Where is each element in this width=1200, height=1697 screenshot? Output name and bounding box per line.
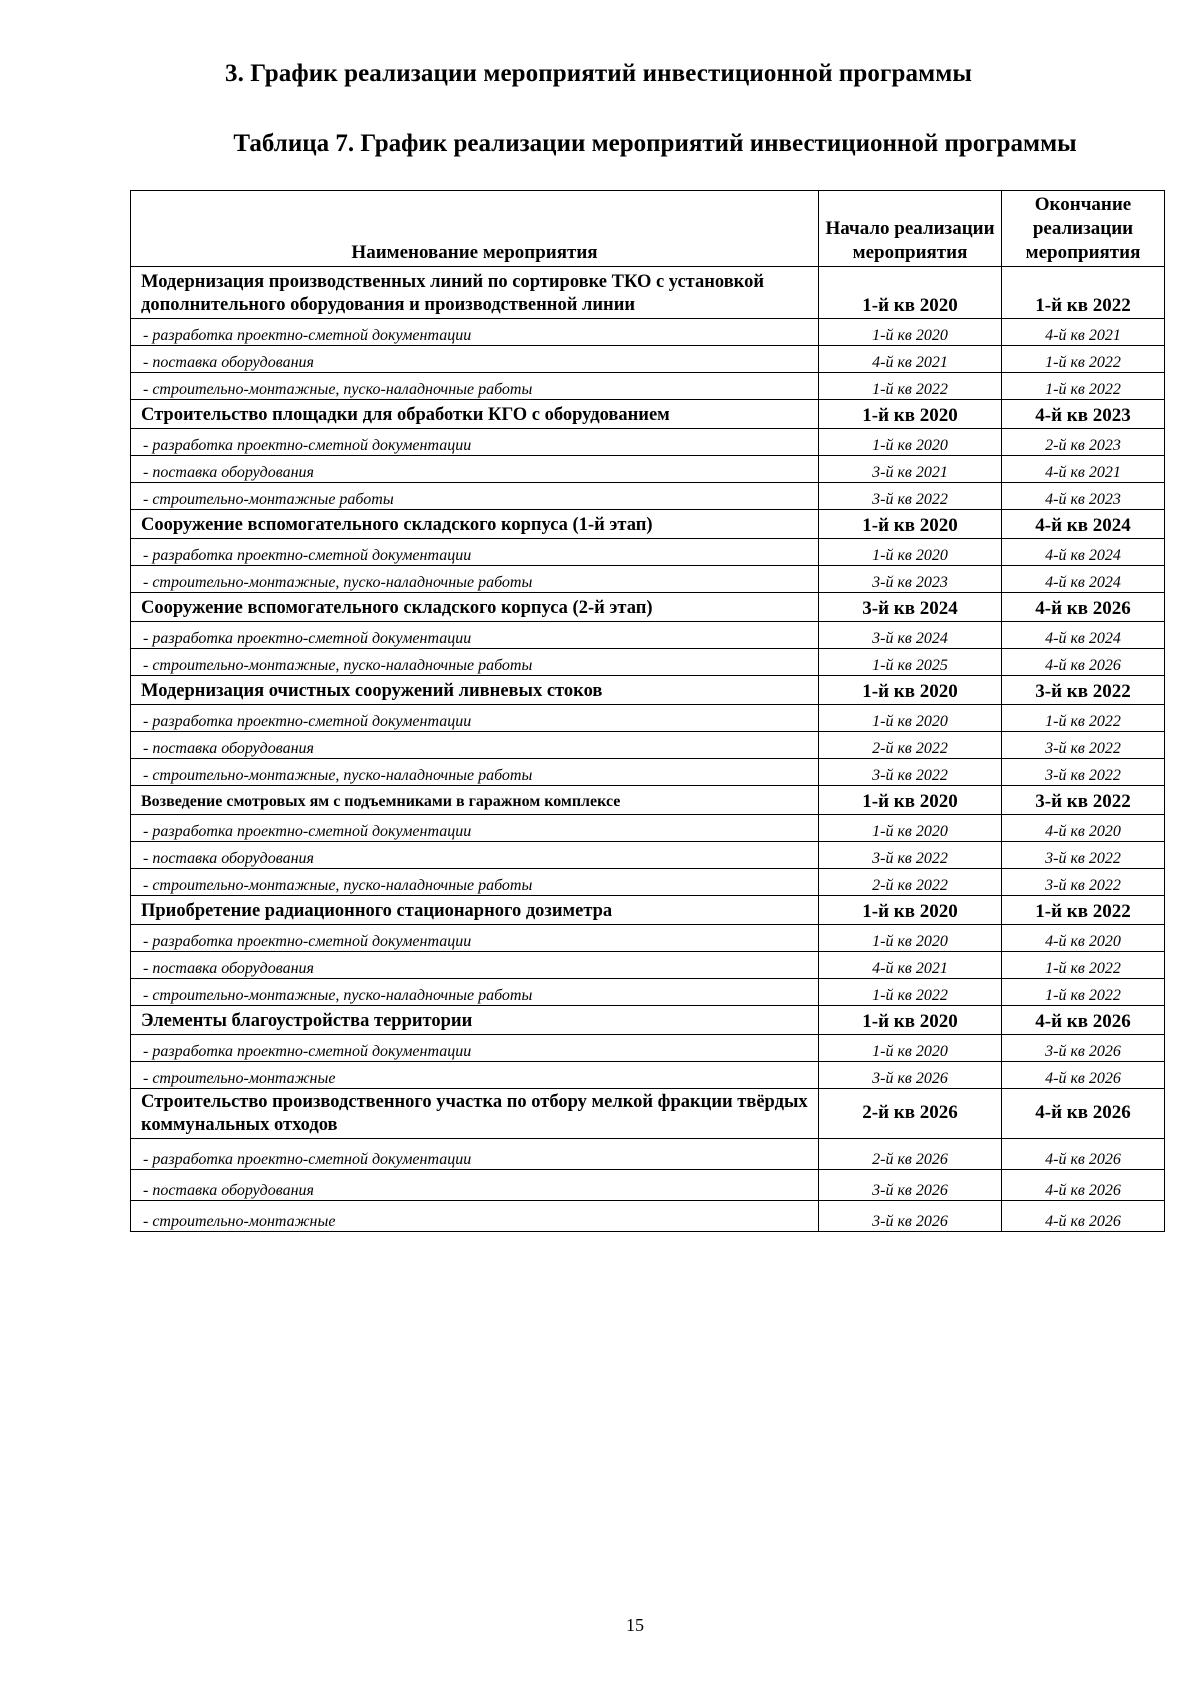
start-date-cell: 1-й кв 2020 [819, 896, 1002, 925]
subtask-row [131, 1062, 1165, 1089]
end-date-cell: 1-й кв 2022 [1002, 952, 1165, 979]
start-date-cell: 1-й кв 2025 [819, 649, 1002, 676]
end-date-cell: 4-й кв 2026 [1002, 1139, 1165, 1170]
start-date-cell: 3-й кв 2026 [819, 1062, 1002, 1089]
header-end: Окончание реализации мероприятия [1002, 191, 1165, 267]
activity-name-cell: - поставка оборудования [131, 732, 819, 759]
end-date-cell: 4-й кв 2026 [1002, 1006, 1165, 1035]
header-start: Начало реализации мероприятия [819, 191, 1002, 267]
end-date-cell: 3-й кв 2022 [1002, 676, 1165, 705]
end-date-cell: 4-й кв 2026 [1002, 1170, 1165, 1201]
activity-name-cell: - разработка проектно-сметной документации [131, 815, 819, 842]
activity-name-cell: - разработка проектно-сметной документации [131, 539, 819, 566]
start-date-cell: 2-й кв 2026 [819, 1089, 1002, 1139]
subtask-row [131, 732, 1165, 759]
start-date-cell: 1-й кв 2020 [819, 319, 1002, 346]
activity-name-cell: - строительно-монтажные, пуско-наладночные работы [131, 979, 819, 1006]
start-date-cell: 3-й кв 2021 [819, 456, 1002, 483]
start-date-cell: 1-й кв 2020 [819, 510, 1002, 539]
subtask-row [131, 373, 1165, 400]
end-date-cell: 1-й кв 2022 [1002, 267, 1165, 319]
start-date-cell: 4-й кв 2021 [819, 952, 1002, 979]
activity-name-cell: Строительство площадки для обработки КГО с оборудованием [131, 400, 819, 429]
start-date-cell: 1-й кв 2020 [819, 267, 1002, 319]
subtask-row [131, 759, 1165, 786]
start-date-cell: 1-й кв 2020 [819, 429, 1002, 456]
activity-name-cell: Строительство производственного участка по отбору мелкой фракции твёрдых коммунальных отходов [131, 1089, 819, 1139]
end-date-cell: 4-й кв 2020 [1002, 925, 1165, 952]
end-date-cell: 3-й кв 2022 [1002, 842, 1165, 869]
activity-row [131, 400, 1165, 429]
end-date-cell: 4-й кв 2023 [1002, 400, 1165, 429]
start-date-cell: 3-й кв 2026 [819, 1201, 1002, 1232]
start-date-cell: 1-й кв 2022 [819, 979, 1002, 1006]
subtask-row [131, 815, 1165, 842]
end-date-cell: 3-й кв 2022 [1002, 732, 1165, 759]
activity-name-cell: - разработка проектно-сметной документации [131, 705, 819, 732]
activity-name-cell: - поставка оборудования [131, 952, 819, 979]
table-caption: Таблица 7. График реализации мероприятий инвестиционной программы [233, 130, 1077, 157]
end-date-cell: 4-й кв 2020 [1002, 815, 1165, 842]
subtask-row [131, 539, 1165, 566]
end-date-cell: 4-й кв 2026 [1002, 593, 1165, 622]
end-date-cell: 3-й кв 2022 [1002, 786, 1165, 815]
schedule-body [131, 267, 1165, 1232]
end-date-cell: 3-й кв 2022 [1002, 869, 1165, 896]
activity-name-cell: - разработка проектно-сметной документации [131, 925, 819, 952]
activity-row [131, 267, 1165, 319]
subtask-row [131, 925, 1165, 952]
activity-name-cell: - разработка проектно-сметной документации [131, 622, 819, 649]
page-number: 15 [626, 1615, 644, 1635]
start-date-cell: 3-й кв 2026 [819, 1170, 1002, 1201]
end-date-cell: 4-й кв 2024 [1002, 566, 1165, 593]
end-date-cell: 1-й кв 2022 [1002, 373, 1165, 400]
start-date-cell: 1-й кв 2022 [819, 373, 1002, 400]
activity-name-cell: Приобретение радиационного стационарного дозиметра [131, 896, 819, 925]
header-name: Наименование мероприятия [131, 191, 819, 267]
activity-name-cell: - строительно-монтажные, пуско-наладночные работы [131, 759, 819, 786]
start-date-cell: 4-й кв 2021 [819, 346, 1002, 373]
start-date-cell: 1-й кв 2020 [819, 786, 1002, 815]
subtask-row [131, 456, 1165, 483]
end-date-cell: 4-й кв 2026 [1002, 1089, 1165, 1139]
subtask-row [131, 869, 1165, 896]
activity-name-cell: - разработка проектно-сметной документации [131, 1139, 819, 1170]
end-date-cell: 4-й кв 2026 [1002, 1201, 1165, 1232]
subtask-row [131, 649, 1165, 676]
start-date-cell: 1-й кв 2020 [819, 676, 1002, 705]
activity-name-cell: Модернизация производственных линий по сортировке ТКО с установкой дополнительного оборудования и производственной линии [131, 267, 819, 319]
start-date-cell: 2-й кв 2022 [819, 869, 1002, 896]
activity-name-cell: Возведение смотровых ям с подъемниками в гаражном комплексе [131, 786, 819, 815]
start-date-cell: 3-й кв 2022 [819, 759, 1002, 786]
start-date-cell: 3-й кв 2022 [819, 483, 1002, 510]
end-date-cell: 4-й кв 2026 [1002, 1062, 1165, 1089]
activity-name-cell: - строительно-монтажные, пуско-наладночные работы [131, 373, 819, 400]
start-date-cell: 2-й кв 2026 [819, 1139, 1002, 1170]
end-date-cell: 1-й кв 2022 [1002, 346, 1165, 373]
start-date-cell: 2-й кв 2022 [819, 732, 1002, 759]
start-date-cell: 1-й кв 2020 [819, 539, 1002, 566]
start-date-cell: 3-й кв 2023 [819, 566, 1002, 593]
end-date-cell: 4-й кв 2021 [1002, 319, 1165, 346]
subtask-row [131, 319, 1165, 346]
activity-name-cell: - разработка проектно-сметной документации [131, 1035, 819, 1062]
end-date-cell: 1-й кв 2022 [1002, 705, 1165, 732]
subtask-row [131, 483, 1165, 510]
end-date-cell: 4-й кв 2026 [1002, 649, 1165, 676]
end-date-cell: 4-й кв 2023 [1002, 483, 1165, 510]
subtask-row [131, 979, 1165, 1006]
end-date-cell: 2-й кв 2023 [1002, 429, 1165, 456]
start-date-cell: 1-й кв 2020 [819, 705, 1002, 732]
activity-row [131, 676, 1165, 705]
subtask-row [131, 1139, 1165, 1170]
subtask-row [131, 1201, 1165, 1232]
activity-name-cell: - поставка оборудования [131, 456, 819, 483]
subtask-row [131, 429, 1165, 456]
activity-row [131, 1006, 1165, 1035]
activity-name-cell: Сооружение вспомогательного складского корпуса (2-й этап) [131, 593, 819, 622]
end-date-cell: 1-й кв 2022 [1002, 896, 1165, 925]
activity-row [131, 593, 1165, 622]
subtask-row [131, 705, 1165, 732]
subtask-row [131, 842, 1165, 869]
end-date-cell: 1-й кв 2022 [1002, 979, 1165, 1006]
activity-name-cell: - строительно-монтажные [131, 1062, 819, 1089]
subtask-row [131, 1035, 1165, 1062]
activity-row [131, 1089, 1165, 1139]
end-date-cell: 3-й кв 2026 [1002, 1035, 1165, 1062]
activity-name-cell: - строительно-монтажные, пуско-наладночные работы [131, 869, 819, 896]
subtask-row [131, 346, 1165, 373]
activity-name-cell: Модернизация очистных сооружений ливневых стоков [131, 676, 819, 705]
end-date-cell: 3-й кв 2022 [1002, 759, 1165, 786]
activity-row [131, 510, 1165, 539]
activity-name-cell: - строительно-монтажные, пуско-наладночные работы [131, 566, 819, 593]
subtask-row [131, 952, 1165, 979]
start-date-cell: 1-й кв 2020 [819, 925, 1002, 952]
activity-name-cell: - строительно-монтажные работы [131, 483, 819, 510]
activity-name-cell: - поставка оборудования [131, 1170, 819, 1201]
subtask-row [131, 1170, 1165, 1201]
activity-name-cell: - строительно-монтажные, пуско-наладночные работы [131, 649, 819, 676]
activity-name-cell: - строительно-монтажные [131, 1201, 819, 1232]
activity-name-cell: Элементы благоустройства территории [131, 1006, 819, 1035]
end-date-cell: 4-й кв 2024 [1002, 510, 1165, 539]
activity-name-cell: - разработка проектно-сметной документации [131, 429, 819, 456]
end-date-cell: 4-й кв 2021 [1002, 456, 1165, 483]
subtask-row [131, 622, 1165, 649]
activity-name-cell: - поставка оборудования [131, 842, 819, 869]
start-date-cell: 3-й кв 2024 [819, 622, 1002, 649]
end-date-cell: 4-й кв 2024 [1002, 622, 1165, 649]
start-date-cell: 3-й кв 2022 [819, 842, 1002, 869]
activity-row [131, 896, 1165, 925]
schedule-table [130, 190, 1165, 1232]
end-date-cell: 4-й кв 2024 [1002, 539, 1165, 566]
activity-name-cell: Сооружение вспомогательного складского корпуса (1-й этап) [131, 510, 819, 539]
activity-name-cell: - поставка оборудования [131, 346, 819, 373]
activity-name-cell: - разработка проектно-сметной документации [131, 319, 819, 346]
start-date-cell: 1-й кв 2020 [819, 400, 1002, 429]
activity-row [131, 786, 1165, 815]
table-header-row [131, 191, 1165, 267]
start-date-cell: 1-й кв 2020 [819, 1006, 1002, 1035]
start-date-cell: 1-й кв 2020 [819, 815, 1002, 842]
start-date-cell: 3-й кв 2024 [819, 593, 1002, 622]
start-date-cell: 1-й кв 2020 [819, 1035, 1002, 1062]
subtask-row [131, 566, 1165, 593]
section-title: 3. График реализации мероприятий инвестиционной программы [225, 60, 972, 87]
